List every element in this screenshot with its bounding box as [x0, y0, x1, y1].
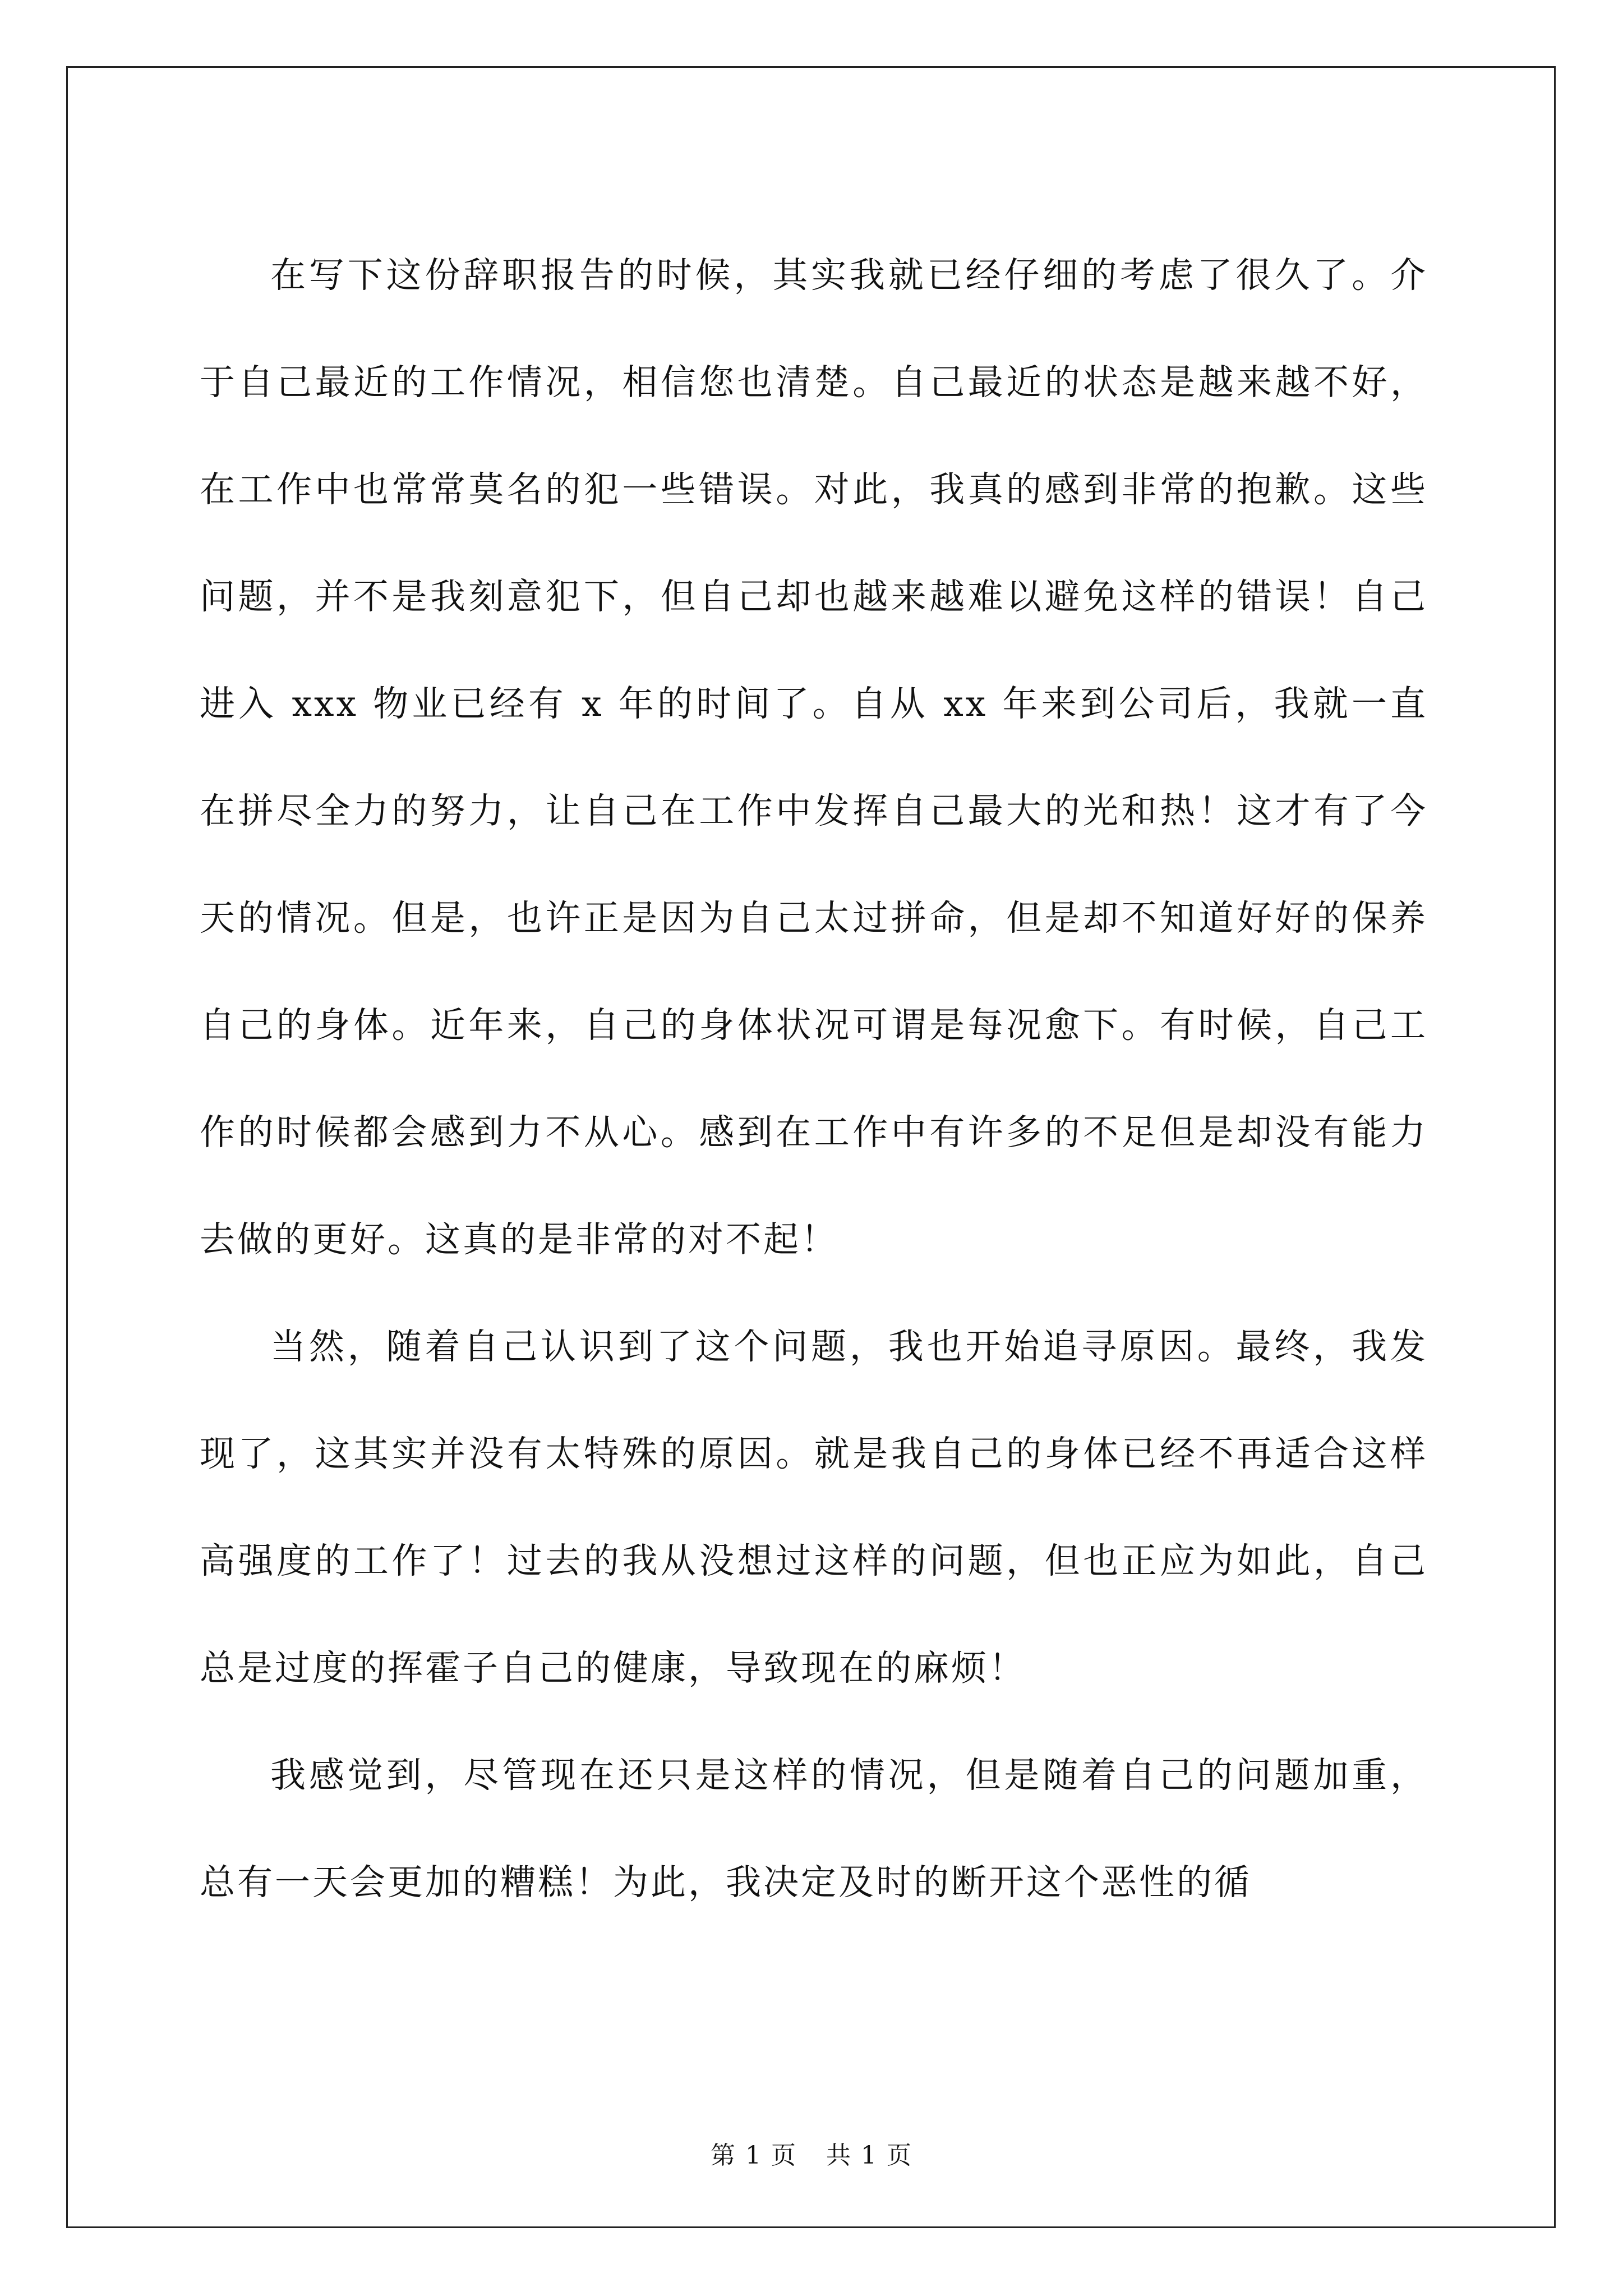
paragraph-1: 在写下这份辞职报告的时候，其实我就已经仔细的考虑了很久了。介于自己最近的工作情况，相信您也清楚。自己最近的状态是越来越不好，在工作中也常常莫名的犯一些错误。对此，我真的感到非常的抱歉。这些问题，并不是我刻意犯下，但自己却也越来越难以避免这样的错误！自己进入 xxx 物业已经有 x 年的时间了。自从 xx 年来到公司后，我就一直在拼尽全力的努力，让自己在工作中发挥自己最大的光和热！这才有了今天的情况。但是，也许正是因为自己太过拼命，但是却不知道好好的保养自己的身体。近年来，自己的身体状况可谓是每况愈下。有时候，自己工作的时候都会感到力不从心。感到在工作中有许多的不足但是却没有能力去做的更好。这真的是非常的对不起！: [200, 255, 1428, 1260]
page-number: 第 1 页: [711, 2141, 797, 2170]
document-body: [200, 222, 1428, 1936]
page-footer: [0, 2135, 1623, 2171]
page-total: 共 1 页: [826, 2141, 912, 2170]
paragraph-2: 当然，随着自己认识到了这个问题，我也开始追寻原因。最终，我发现了，这其实并没有太特殊的原因。就是我自己的身体已经不再适合这样高强度的工作了！过去的我从没想过这样的问题，但也正应为如此，自己总是过度的挥霍子自己的健康，导致现在的麻烦！: [200, 1326, 1428, 1688]
paragraph-3: 我感觉到，尽管现在还只是这样的情况，但是随着自己的问题加重，总有一天会更加的糟糕！为此，我决定及时的断开这个恶性的循: [200, 1755, 1428, 1903]
